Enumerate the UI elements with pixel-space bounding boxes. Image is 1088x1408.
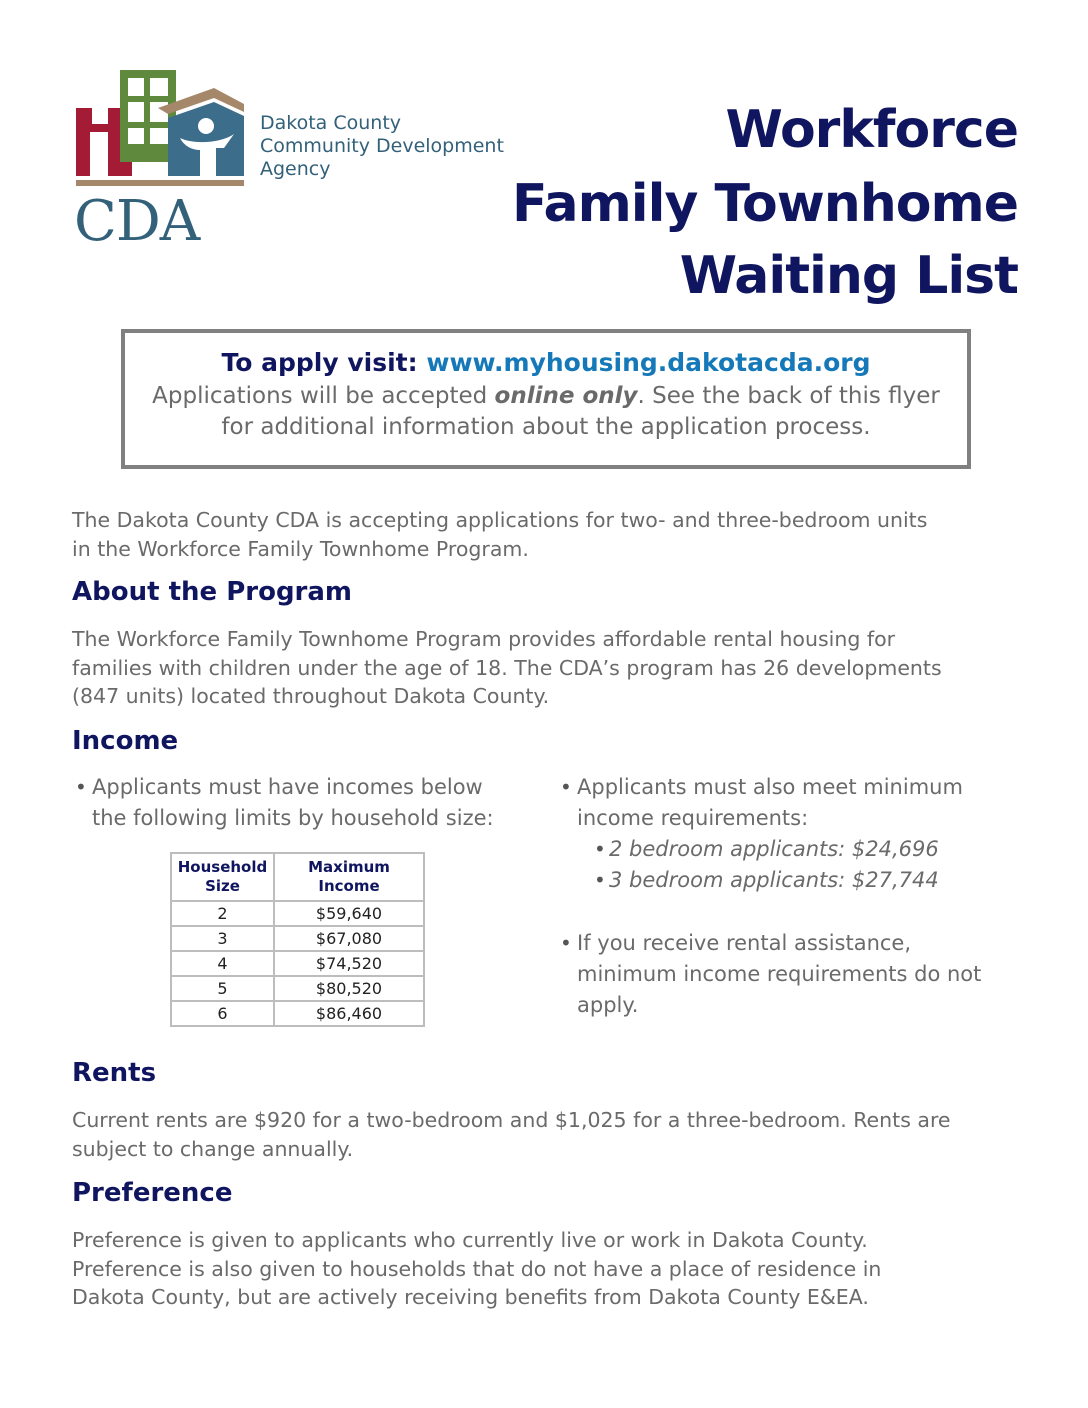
page-title-line-2: Family Townhome <box>512 174 1018 234</box>
page-title-line-1: Workforce <box>725 100 1018 160</box>
bullet-dot: • <box>560 775 572 799</box>
household-size-cell: 5 <box>171 976 274 1001</box>
sub-bullet-text: 3 bedroom applicants: $27,744 <box>609 868 939 892</box>
bullet-dot: • <box>560 931 572 955</box>
apply-heading <box>125 345 967 381</box>
max-income-cell: $67,080 <box>274 926 424 951</box>
income-limits-table <box>170 852 425 1027</box>
household-size-header: Household Size <box>171 853 274 901</box>
bullet-line: If you receive rental assistance, <box>577 931 912 955</box>
apply-note-text: Applications will be accepted <box>152 383 495 409</box>
apply-info-box <box>121 329 971 469</box>
about-paragraph <box>72 625 1032 711</box>
apply-note-line-2: for additional information about the application process. <box>221 414 871 440</box>
rents-heading: Rents <box>72 1058 157 1088</box>
preference-line: Preference is given to applicants who currently live or work in Dakota County. <box>72 1228 868 1252</box>
cda-logo-mark <box>72 66 252 256</box>
apply-note-text-after: . See the back of this flyer <box>637 383 940 409</box>
max-income-cell: $59,640 <box>274 901 424 926</box>
rents-line: Current rents are $920 for a two-bedroom and $1,025 for a three-bedroom. Rents are <box>72 1108 951 1132</box>
about-line: (847 units) located throughout Dakota County. <box>72 684 550 708</box>
rental-assistance-bullet <box>560 928 982 1021</box>
rents-line: subject to change annually. <box>72 1136 354 1161</box>
household-size-cell: 6 <box>171 1001 274 1026</box>
bullet-line: income requirements: <box>577 806 809 830</box>
intro-line: The Dakota County CDA is accepting applications for two- and three-bedroom units <box>72 508 928 532</box>
bullet-line: the following limits by household size: <box>92 806 494 830</box>
about-heading: About the Program <box>72 577 353 607</box>
table-header-row <box>171 853 424 901</box>
org-name-line-2: Community Development <box>260 135 504 157</box>
maximum-income-header: Maximum Income <box>274 853 424 901</box>
minimum-income-bullet <box>560 772 963 834</box>
bullet-line: Applicants must also meet minimum <box>577 775 963 799</box>
org-name-line-3: Agency <box>260 158 331 180</box>
preference-line: Dakota County, but are actively receiving benefits from Dakota County E&EA. <box>72 1285 869 1309</box>
max-income-cell: $74,520 <box>274 951 424 976</box>
table-row <box>171 951 424 976</box>
two-bedroom-minimum <box>594 834 939 865</box>
bullet-dot: • <box>594 837 606 861</box>
table-row <box>171 926 424 951</box>
apply-url-link[interactable]: www.myhousing.dakotacda.org <box>426 348 871 377</box>
bullet-line: apply. <box>577 993 639 1017</box>
household-size-cell: 4 <box>171 951 274 976</box>
table-row <box>171 1001 424 1026</box>
bullet-line: Applicants must have incomes below <box>92 775 483 799</box>
rents-paragraph <box>72 1106 1032 1163</box>
intro-line: in the Workforce Family Townhome Program. <box>72 536 529 561</box>
about-line: families with children under the age of 18. The CDA’s program has 26 developments <box>72 655 942 680</box>
about-line: The Workforce Family Townhome Program provides affordable rental housing for <box>72 627 896 651</box>
apply-note-line-1 <box>125 381 967 412</box>
bullet-dot: • <box>594 868 606 892</box>
income-heading: Income <box>72 726 179 756</box>
cda-logo <box>72 66 542 256</box>
cda-acronym: CDA <box>74 189 200 254</box>
org-name-line-1: Dakota County <box>260 112 402 134</box>
preference-heading: Preference <box>72 1178 233 1208</box>
apply-note-emphasis: online only <box>494 383 638 409</box>
page-title-line-3: Waiting List <box>679 246 1018 306</box>
preference-paragraph <box>72 1226 1032 1312</box>
max-income-cell: $80,520 <box>274 976 424 1001</box>
table-row <box>171 901 424 926</box>
sub-bullet-text: 2 bedroom applicants: $24,696 <box>609 837 939 861</box>
bullet-dot: • <box>75 775 87 799</box>
preference-line: Preference is also given to households that do not have a place of residence in <box>72 1256 882 1281</box>
bullet-line: minimum income requirements do not <box>577 962 982 986</box>
table-row <box>171 976 424 1001</box>
three-bedroom-minimum <box>594 865 939 896</box>
household-size-cell: 3 <box>171 926 274 951</box>
intro-paragraph <box>72 506 1032 563</box>
income-limit-bullet <box>75 772 494 834</box>
max-income-cell: $86,460 <box>274 1001 424 1026</box>
apply-label: To apply visit: <box>221 348 418 377</box>
household-size-cell: 2 <box>171 901 274 926</box>
